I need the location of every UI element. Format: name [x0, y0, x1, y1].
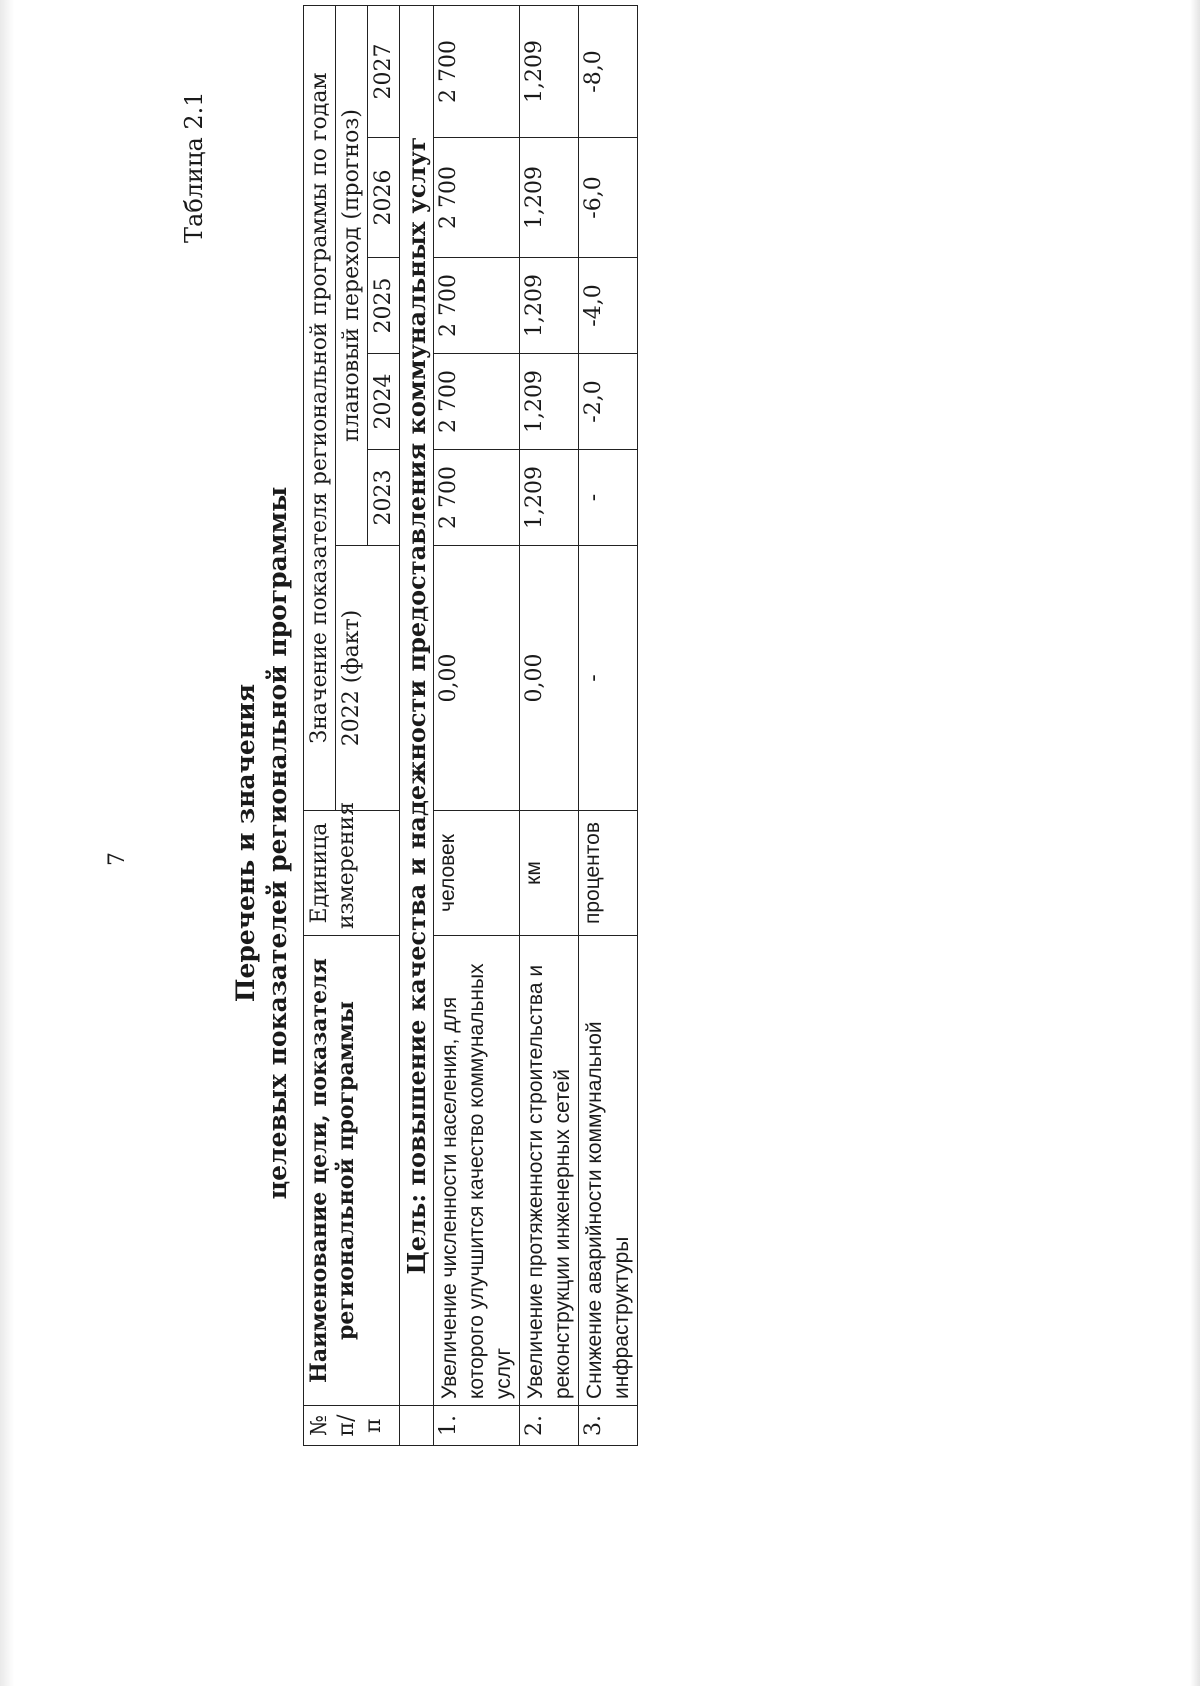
value-2027: 1,209 [520, 5, 579, 137]
indicator-name: Снижение аварийности коммунальной инфраструктуры [579, 936, 638, 1406]
header-year-2026: 2026 [368, 138, 400, 258]
header-year-2023: 2023 [368, 450, 400, 546]
goal-row [400, 5, 434, 1445]
goal-spacer [400, 1406, 434, 1446]
header-name: Наименование цели, показателя региональной программы [304, 936, 400, 1406]
table-row [434, 5, 520, 1445]
title-line-2: целевых показателей региональной программы [263, 486, 292, 1200]
indicator-name: Увеличение протяженности строительства и реконструкции инженерных сетей [520, 936, 579, 1406]
indicator-unit: процентов [579, 811, 638, 936]
value-2024: 2 700 [434, 354, 520, 450]
value-2026: 1,209 [520, 138, 579, 258]
header-plan-group: плановый переход (прогноз) [336, 5, 368, 545]
value-2026: -6,0 [579, 138, 638, 258]
value-2023: 2 700 [434, 450, 520, 546]
value-2025: 2 700 [434, 258, 520, 354]
page-title [230, 0, 294, 1686]
row-number: 2. [520, 1406, 579, 1446]
row-number: 1. [434, 1406, 520, 1446]
value-2024: -2,0 [579, 354, 638, 450]
indicator-unit: км [520, 811, 579, 936]
header-year-2025: 2025 [368, 258, 400, 354]
value-fact: - [579, 546, 638, 811]
value-2023: 1,209 [520, 450, 579, 546]
value-2025: -4,0 [579, 258, 638, 354]
value-fact: 0,00 [520, 546, 579, 811]
header-unit: Единица измерения [304, 811, 400, 936]
title-line-1: Перечень и значения [231, 683, 260, 1003]
table-caption: Таблица 2.1 [180, 91, 208, 243]
table-row [520, 5, 579, 1445]
header-no: № п/п [304, 1406, 400, 1446]
table-row [579, 5, 638, 1445]
value-2024: 1,209 [520, 354, 579, 450]
value-2027: -8,0 [579, 5, 638, 137]
row-number: 3. [579, 1406, 638, 1446]
indicator-unit: человек [434, 811, 520, 936]
value-fact: 0,00 [434, 546, 520, 811]
value-2026: 2 700 [434, 138, 520, 258]
header-year-2024: 2024 [368, 354, 400, 450]
page-number: 7 [105, 852, 130, 866]
header-values-group: Значение показателя региональной программы по годам [304, 5, 336, 810]
goal-text: Цель: повышение качества и надежности предоставления коммунальных услуг [400, 5, 434, 1405]
value-2027: 2 700 [434, 5, 520, 137]
header-year-2027: 2027 [368, 5, 400, 137]
indicators-table [303, 5, 638, 1446]
indicator-name: Увеличение численности населения, для которого улучшится качество коммунальных услуг [434, 936, 520, 1406]
value-2023: - [579, 450, 638, 546]
value-2025: 1,209 [520, 258, 579, 354]
header-fact: 2022 (факт) [336, 546, 400, 811]
